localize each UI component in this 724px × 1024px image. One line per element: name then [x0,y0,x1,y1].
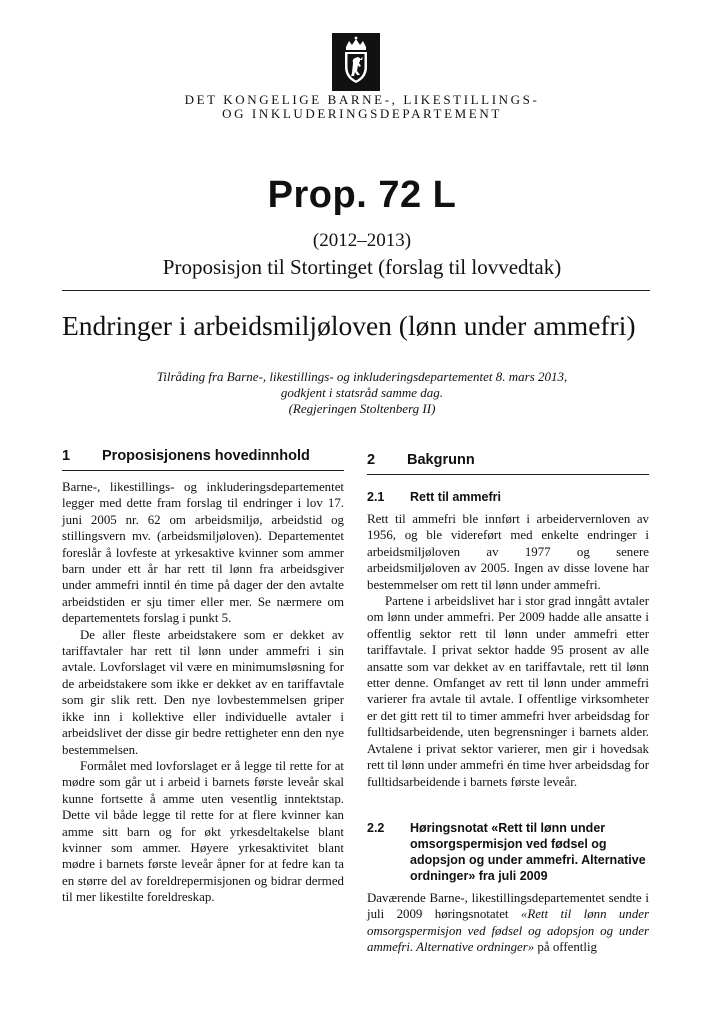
subsection-2-2-body [367,890,649,956]
page-title: Endringer i arbeidsmiljøloven (lønn under ammefri) [62,310,636,341]
title-divider [62,290,650,291]
recommendation-line1: Tilråding fra Barne-, likestillings- og inkluderingsdepartementet 8. mars 2013, [156,369,568,384]
section-title: Bakgrunn [407,452,475,468]
paragraph: Formålet med lovforslaget er å legge til rette for at mødre som går ut i arbeid i barnets første leveår skal kunne fortsette å amme uten vesentlig inntektstap. Dette vil både legge til rette for at flere kvinner kan amme sitt barn og for økt yrkesdeltakelse blant kvinner som ammer. Høyere yrkesaktivitet blant mødre i barnets første leveår åpner for at fedre kan ta en større del av foreldrepermisjonen og bidrar dermed til mer likestilte foreldreskap. [62,758,344,905]
section-number: 1 [62,448,71,464]
subsection-2-1-heading [367,489,649,505]
session-years: (2012–2013) [312,230,412,251]
subsection-2-2-heading [367,820,649,884]
right-column [367,452,649,956]
left-column [62,448,344,906]
ministry-name-line2: OG INKLUDERINGSDEPARTEMENT [222,106,502,121]
paragraph: Rett til ammefri ble innført i arbeidervernloven av 1956, og ble videreført med enkelte endringer i arbeidsmiljøloven av 1977 og senere arbeidsmiljøloven av 2005. Ingen av disse lovene har bestemmelser om rett til lønn under ammefri. [367,512,649,592]
section-1-body [62,479,344,906]
recommendation-line2: godkjent i statsråd samme dag. [280,385,444,400]
paragraph: De aller fleste arbeidstakere som er dekket av tariffavtaler har rett til lønn under ammefri i sin avtale. Lovforslaget vil være en minimumsløsning for de arbeidstakere som ikke er dekket av en tariffavtale som gir slik rett. Den nye lovbestemmelsen griper ikke inn i kollektive eller individuelle avtaler i arbeidslivet der disse gir bedre rettigheter enn den nye bestemmelsen. [62,627,344,757]
hearing-note-title: «Rett til lønn under omsorgspermisjon ved fødsel og adopsjon og under ammefri. Alternative ordninger» [367,907,649,955]
paragraph [367,890,649,956]
section-2-heading [367,452,649,475]
ministry-name-line1: DET KONGELIGE BARNE-, LIKESTILLINGS- [184,92,540,107]
subsection-number: 2.1 [367,490,385,504]
proposition-subtitle: Proposisjon til Stortinget (forslag til lovvedtak) [162,255,562,279]
subsection-number: 2.2 [367,820,385,835]
recommendation-line3: (Regjeringen Stoltenberg II) [288,401,436,416]
paragraph: Barne-, likestillings- og inkluderingsdepartementet legger med dette fram forslag til endringer i lov 17. juni 2005 nr. 62 om arbeidsmiljø, arbeidstid og stillingsvern mv. (arbeidsmiljøloven). Departementet foreslår å lovfeste at yrkesaktive kvinner som ammer barn under ett år har rett til lønn fra arbeidsgiver under ammefri inntil én time på dager der den avtalte arbeidstiden er sju timer eller mer. Se nærmere om departementets forslag i punkt 5. [62,480,344,626]
norwegian-coat-of-arms-icon [332,33,380,91]
paragraph: Partene i arbeidslivet har i stor grad inngått avtaler om lønn under ammefri. Per 2009 hadde alle ansatte i offentlig sektor rett til lønn under ammefri etter tariffavtale. I privat sektor hadde 95 prosent av alle ansatte som var dekket av en tariffavtale, rett til lønn etter denne. Omfanget av rett til lønn under ammefri varierer fra avtale til avtale. I offentlige virksomheter er det gitt rett til to timer ammefri hver arbeidsdag for fulltidsarbeidende, uten begrensninger i barnets alder. Avtalene i privat sektor varierer, men gir i hovedsak rett til lønn under ammefri én time hver arbeidsdag for fulltidsarbeidende i barnets første leveår. [367,594,649,789]
section-number: 2 [367,452,376,468]
section-1-heading [62,448,344,471]
section-title: Proposisjonens hovedinnhold [102,448,310,464]
paragraph-text: på offentlig [534,940,597,955]
paragraph-text: Daværende Barne-, likestillingsdepartementet sendte i juli 2009 høringsnotatet [367,890,649,922]
recommendation-note [0,369,724,417]
subsection-title: Høringsnotat «Rett til lønn under omsorgspermisjon ved fødsel og adopsjon og under ammefri. Alternative ordninger» fra juli 2009 [410,820,646,883]
subsection-2-1-body [367,511,649,790]
subsection-title: Rett til ammefri [410,490,501,504]
proposition-number: Prop. 72 L [267,174,457,216]
